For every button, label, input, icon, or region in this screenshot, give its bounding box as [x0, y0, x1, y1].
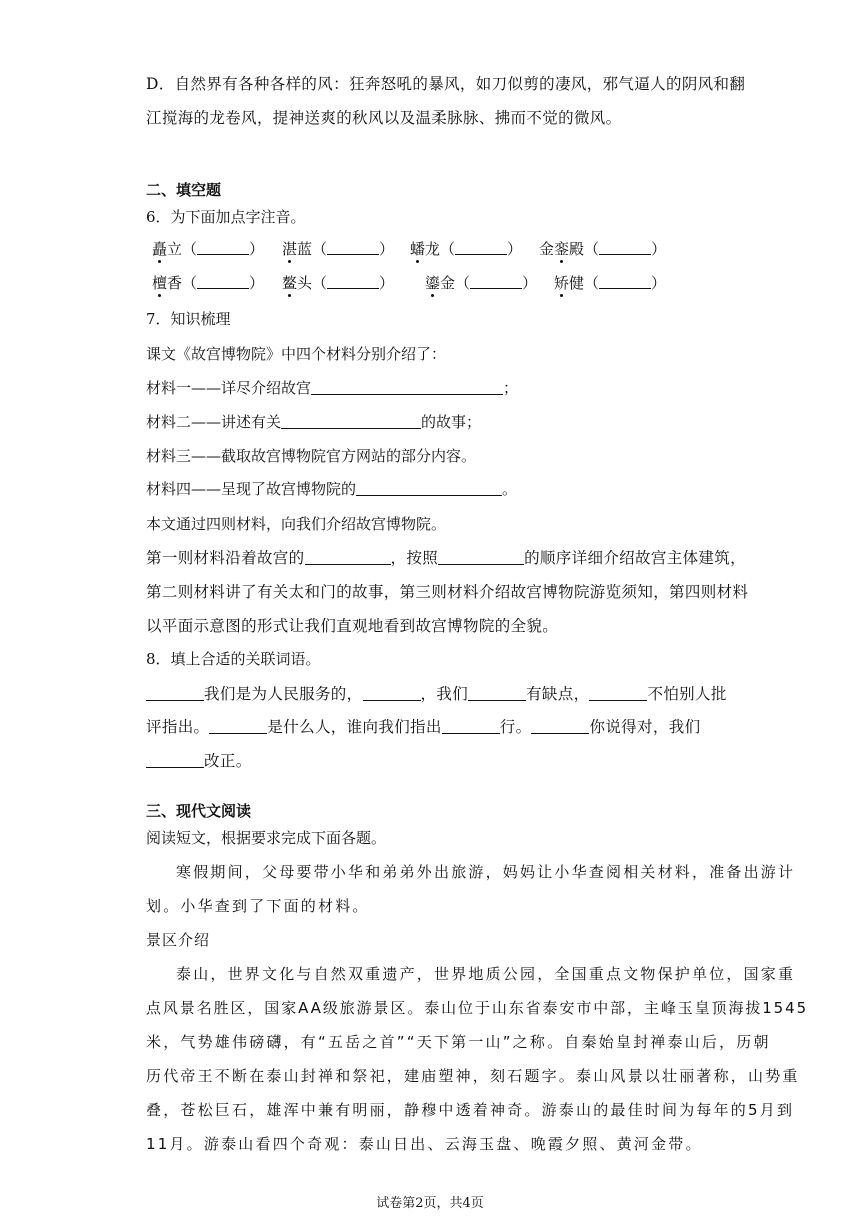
pinyin-blank[interactable]: [599, 240, 651, 255]
dotted-char: 鎏: [425, 274, 441, 292]
fill-blank[interactable]: [438, 548, 524, 565]
section-3-intro: 阅读短文，根据要求完成下面各题。: [146, 829, 387, 847]
dotted-char: 蟠: [410, 240, 426, 258]
fill-blank[interactable]: [209, 717, 267, 734]
option-d-line-1: D．自然界有各种各样的风：狂奔怒吼的暴风，如刀似剪的凄风，邪气逼人的阴风和翻: [146, 75, 746, 93]
q8-prompt: 8．填上合适的关联词语。: [146, 650, 321, 668]
option-d-line-2: 江搅海的龙卷风，提神送爽的秋风以及温柔脉脉、拂而不觉的微风。: [146, 109, 622, 127]
q8-line-3: 改正。: [146, 751, 252, 771]
dotted-char: 檀: [152, 274, 168, 292]
pinyin-item: 鎏金（ ）: [425, 274, 538, 292]
article-para-2-line-2: 点风景名胜区，国家AA级旅游景区。泰山位于山东省泰安市中部，主峰玉皇顶海拔1545: [146, 999, 809, 1017]
section-2-title: 二、填空题: [146, 181, 222, 199]
pinyin-blank[interactable]: [470, 274, 522, 289]
fill-blank[interactable]: [146, 751, 204, 768]
q7-paragraph-line-1: 第一则材料沿着故宫的 ，按照 的顺序详细介绍故宫主体建筑，: [146, 549, 746, 567]
q8-line-2: 评指出。 是什么人，谁向我们指出 行。 你说得对，我们: [146, 718, 701, 736]
article-para-1-line-2: 划。小华查到了下面的材料。: [146, 897, 370, 915]
dotted-char: 鳌: [282, 274, 298, 292]
dotted-char: 湛: [282, 240, 298, 258]
fill-blank[interactable]: [146, 684, 204, 701]
article-para-2-line-4: 历代帝王不断在泰山封禅和祭祀，建庙塑神，刻石题字。泰山风景以壮丽著称，山势重: [146, 1067, 800, 1085]
fill-blank[interactable]: [281, 412, 421, 429]
fill-blank[interactable]: [356, 479, 502, 496]
pinyin-item: 蟠龙（ ）: [410, 240, 523, 258]
article-para-2-line-3: 米，气势雄伟磅礴，有“五岳之首”“天下第一山”之称。自秦始皇封禅泰山后，历朝: [146, 1033, 771, 1051]
fill-blank[interactable]: [531, 717, 589, 734]
section-3-title: 三、现代文阅读: [146, 802, 252, 820]
dotted-char: 矫: [554, 274, 570, 292]
q7-intro: 课文《故宫博物院》中四个材料分别介绍了：: [146, 345, 447, 363]
pinyin-blank[interactable]: [455, 240, 507, 255]
q7-material-3: 材料三——截取故宫博物院官方网站的部分内容。: [146, 447, 477, 465]
page-footer: 试卷第2页，共4页: [376, 1196, 484, 1211]
q7-material-2: 材料二——讲述有关 的故事；: [146, 413, 482, 431]
q6-prompt: 6．为下面加点字注音。: [146, 208, 306, 226]
pinyin-blank[interactable]: [197, 274, 249, 289]
pinyin-item: 矫健（ ）: [554, 274, 667, 292]
fill-blank[interactable]: [442, 717, 500, 734]
dotted-char: 銮: [554, 240, 570, 258]
fill-blank[interactable]: [363, 684, 421, 701]
fill-blank[interactable]: [589, 684, 647, 701]
pinyin-item: 鳌头（ ）: [282, 274, 395, 292]
pinyin-item: 金銮殿（ ）: [539, 240, 667, 258]
pinyin-blank[interactable]: [599, 274, 651, 289]
q7-summary: 本文通过四则材料，向我们介绍故宫博物院。: [146, 515, 447, 533]
q7-material-4: 材料四——呈现了故宫博物院的 。: [146, 480, 518, 498]
article-para-2-line-6: 11月。游泰山看四个奇观：泰山日出、云海玉盘、晚霞夕照、黄河金带。: [146, 1135, 703, 1153]
q8-line-1: 我们是为人民服务的， ，我们 有缺点， 不怕别人批: [146, 684, 727, 704]
article-para-1-line-1: 寒假期间，父母要带小华和弟弟外出旅游，妈妈让小华查阅相关材料，准备出游计: [176, 863, 796, 881]
fill-blank[interactable]: [468, 684, 526, 701]
q7-material-1: 材料一——详尽介绍故宫 ；: [146, 379, 519, 397]
pinyin-item: 矗立（ ）: [152, 240, 265, 258]
dotted-char: 矗: [152, 240, 168, 258]
q7-prompt: 7．知识梳理: [146, 310, 231, 328]
article-para-2-line-1: 泰山，世界文化与自然双重遗产，世界地质公园，全国重点文物保护单位，国家重: [176, 965, 796, 983]
pinyin-blank[interactable]: [327, 274, 379, 289]
fill-blank[interactable]: [305, 548, 391, 565]
fill-blank[interactable]: [311, 378, 503, 395]
pinyin-blank[interactable]: [197, 240, 249, 255]
pinyin-item: 湛蓝（ ）: [282, 240, 395, 258]
q7-paragraph-line-3: 以平面示意图的形式让我们直观地看到故宫博物院的全貌。: [146, 617, 559, 635]
article-subtitle: 景区介绍: [146, 931, 211, 949]
article-para-2-line-5: 叠，苍松巨石，雄浑中兼有明丽，静穆中透着神奇。游泰山的最佳时间为每年的5月到: [146, 1101, 795, 1119]
q7-paragraph-line-2: 第二则材料讲了有关太和门的故事，第三则材料介绍故宫博物院游览须知，第四则材料: [146, 583, 749, 601]
pinyin-blank[interactable]: [327, 240, 379, 255]
pinyin-item: 檀香（ ）: [152, 274, 265, 292]
